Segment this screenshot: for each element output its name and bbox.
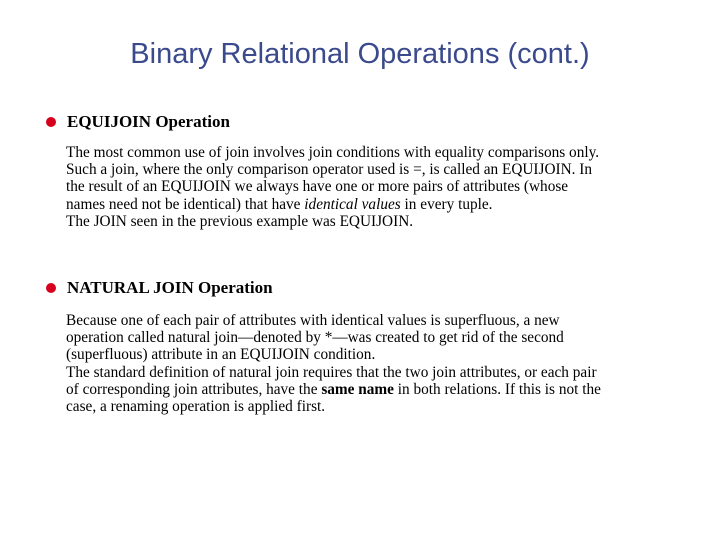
text-line bbox=[66, 364, 706, 381]
text-run: (superfluous) attribute in an EQUIJOIN condition. bbox=[66, 346, 376, 364]
text-line bbox=[66, 312, 706, 329]
text-line bbox=[66, 381, 706, 398]
text-run: in every tuple. bbox=[400, 195, 493, 213]
text-run: The JOIN seen in the previous example was EQUIJOIN. bbox=[66, 212, 414, 230]
text-bold: same name bbox=[321, 380, 394, 398]
bullet-dot-icon bbox=[46, 283, 56, 293]
text-line bbox=[66, 329, 706, 346]
bullet-natural-join bbox=[46, 278, 273, 298]
text-run: case, a renaming operation is applied first. bbox=[66, 398, 326, 416]
text-run: Because one of each pair of attributes with identical values is superfluous, a new bbox=[66, 312, 560, 329]
text-line bbox=[66, 398, 706, 415]
text-line bbox=[66, 213, 706, 230]
text-run: names need not be identical) that have bbox=[66, 195, 305, 213]
text-line bbox=[66, 144, 706, 161]
text-italic: identical values bbox=[304, 195, 401, 213]
text-run: in both relations. If this is not the bbox=[393, 380, 601, 398]
bullet-equijoin bbox=[46, 112, 230, 132]
text-run: The standard definition of natural join requires that the two join attributes, or each pair bbox=[66, 363, 597, 381]
bullet-heading: EQUIJOIN Operation bbox=[67, 112, 230, 131]
paragraph-equijoin bbox=[66, 144, 706, 230]
text-line bbox=[66, 196, 706, 213]
text-run: operation called natural join—denoted by *—was created to get rid of the second bbox=[66, 329, 564, 347]
text-run: Such a join, where the only comparison operator used is =, is called an EQUIJOIN. In bbox=[66, 161, 593, 179]
text-line bbox=[66, 178, 706, 195]
text-run: The most common use of join involves join conditions with equality comparisons only. bbox=[66, 144, 600, 161]
text-run: of corresponding join attributes, have the bbox=[66, 380, 322, 398]
text-run: the result of an EQUIJOIN we always have one or more pairs of attributes (whose bbox=[66, 178, 569, 196]
bullet-heading: NATURAL JOIN Operation bbox=[67, 278, 273, 297]
text-line bbox=[66, 346, 706, 363]
paragraph-natural-join bbox=[66, 312, 706, 415]
bullet-dot-icon bbox=[46, 117, 56, 127]
slide-title: Binary Relational Operations (cont.) bbox=[130, 38, 590, 70]
text-line bbox=[66, 161, 706, 178]
